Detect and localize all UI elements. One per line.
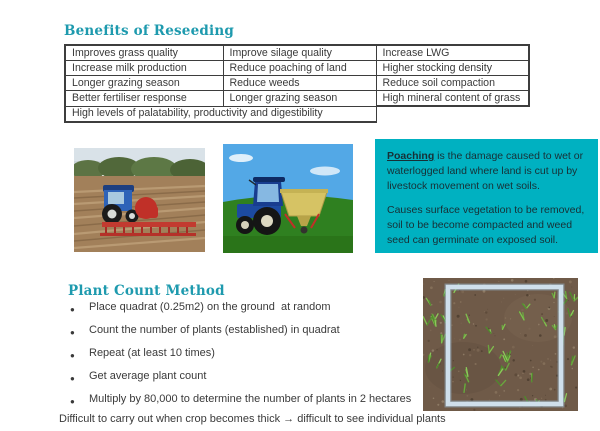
- benefits-row: [65, 61, 529, 76]
- benefits-table: [64, 44, 530, 123]
- benefits-table-body: [65, 45, 529, 106]
- benefits-cell: Improve silage quality: [223, 45, 376, 61]
- plant-count-list: [68, 301, 438, 416]
- benefits-cell: Increase milk production: [65, 61, 223, 76]
- plant-count-bullet: ● Get average plant count: [68, 370, 438, 383]
- benefits-footer-row: [65, 106, 529, 122]
- plant-count-bullet: ● Place quadrat (0.25m2) on the ground at random: [68, 301, 438, 314]
- benefits-row: [65, 91, 529, 107]
- plant-count-bullet: ● Repeat (at least 10 times): [68, 347, 438, 360]
- benefits-row: [65, 76, 529, 91]
- poaching-term: Poaching: [387, 150, 435, 162]
- plant-count-heading: Plant Count Method: [68, 283, 225, 299]
- poaching-note-box: [375, 139, 598, 253]
- plant-count-note: Difficult to carry out when crop becomes thick → difficult to see individual plants: [59, 413, 446, 425]
- poaching-intro-text: is the damage caused to wet or waterlogged land where land is cut up by livestock movement on wet soils.: [387, 150, 584, 192]
- benefits-heading: Benefits of Reseeding: [64, 23, 234, 39]
- benefits-cell: Better fertiliser response: [65, 91, 223, 107]
- benefits-cell: Reduce poaching of land: [223, 61, 376, 76]
- plant-count-bullet: ● Count the number of plants (established) in quadrat: [68, 324, 438, 337]
- benefits-table-footer: [65, 106, 529, 122]
- benefits-footer-cell: High levels of palatability, productivity and digestibility: [65, 106, 376, 122]
- benefits-cell: High mineral content of grass: [376, 91, 529, 107]
- benefits-cell: Reduce weeds: [223, 76, 376, 91]
- tractor-seeder-photo: [74, 148, 205, 252]
- benefits-cell: Longer grazing season: [223, 91, 376, 107]
- poaching-paragraph-1: [387, 149, 586, 194]
- quadrat-photo: [423, 278, 578, 411]
- benefits-cell: Reduce soil compaction: [376, 76, 529, 91]
- benefits-cell: Longer grazing season: [65, 76, 223, 91]
- benefits-cell: Increase LWG: [376, 45, 529, 61]
- tractor-spreader-photo: [223, 144, 353, 253]
- benefits-cell: Higher stocking density: [376, 61, 529, 76]
- benefits-row: [65, 45, 529, 61]
- plant-count-bullet: ● Multiply by 80,000 to determine the number of plants in 2 hectares: [68, 393, 438, 406]
- benefits-cell: Improves grass quality: [65, 45, 223, 61]
- poaching-paragraph-2: Causes surface vegetation to be removed, soil to be become compacted and weed seed can germinate on exposed soil.: [387, 204, 585, 246]
